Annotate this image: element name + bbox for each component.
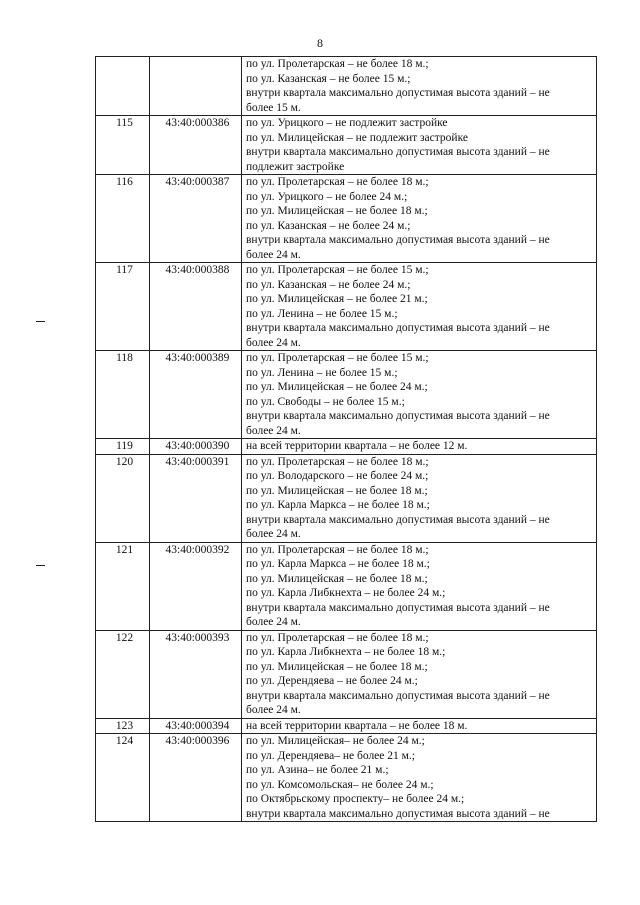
cadastral-number: 43:40:000389 — [150, 351, 242, 439]
row-number: 116 — [96, 175, 150, 263]
margin-mark — [36, 565, 45, 566]
height-limit-line: по ул. Азина– не более 21 м.; — [246, 764, 389, 776]
row-number: 117 — [96, 263, 150, 351]
height-limit-line: по ул. Милицейская – не более 21 м.; — [246, 293, 428, 305]
height-limit-line: внутри квартала максимально допустимая высота зданий – не — [246, 513, 550, 526]
height-limit-line: по ул. Карла Либкнехта – не более 18 м.; — [246, 646, 446, 658]
height-limit-line: по ул. Пролетарская – не более 15 м.; — [246, 264, 429, 276]
height-limit-line: на всей территории квартала – не более 12 м. — [246, 440, 468, 452]
height-limit-line: более 24 м. — [246, 336, 301, 349]
cadastral-number: 43:40:000391 — [150, 454, 242, 542]
height-limit-line: более 24 м. — [246, 248, 301, 261]
height-limits-cell — [242, 542, 597, 630]
height-limits-cell — [242, 734, 597, 822]
row-number: 119 — [96, 439, 150, 455]
height-limit-line: по ул. Милицейская – не более 18 м.; — [246, 484, 428, 497]
height-limit-line: по ул. Ленина – не более 15 м.; — [246, 366, 398, 379]
cadastral-number: 43:40:000388 — [150, 263, 242, 351]
table-row — [96, 439, 597, 455]
height-limits-cell — [242, 351, 597, 439]
height-limit-line: по Октябрьскому проспекту– не более 24 м.; — [246, 793, 465, 805]
table-row — [96, 351, 597, 439]
height-limit-line: по ул. Милицейская – не более 18 м.; — [246, 660, 428, 673]
height-limit-line: по ул. Карла Маркса – не более 18 м.; — [246, 499, 430, 511]
height-limit-line: по ул. Пролетарская – не более 18 м.; — [246, 631, 429, 644]
height-limit-line: по ул. Милицейская – не более 18 м.; — [246, 572, 428, 585]
table-row — [96, 734, 597, 822]
row-number: 124 — [96, 734, 150, 822]
height-limits-cell — [242, 263, 597, 351]
table-row — [96, 57, 597, 116]
height-limit-line: по ул. Дерендяева – не более 24 м.; — [246, 675, 418, 687]
height-limit-line: по ул. Пролетарская – не более 18 м.; — [246, 176, 429, 188]
table-row — [96, 718, 597, 734]
row-number: 120 — [96, 454, 150, 542]
height-limit-line: по ул. Милицейская – не более 18 м.; — [246, 205, 428, 217]
height-limit-line: внутри квартала максимально допустимая высота зданий – не — [246, 601, 550, 614]
height-limit-line: по ул. Дерендяева– не более 21 м.; — [246, 749, 415, 762]
height-limit-line: по ул. Милицейская– не более 24 м.; — [246, 735, 425, 747]
table-row — [96, 542, 597, 630]
height-limit-line: по ул. Карла Маркса – не более 18 м.; — [246, 558, 430, 570]
height-limit-line: внутри квартала максимально допустимая высота зданий – не — [246, 807, 550, 820]
height-limit-line: внутри квартала максимально допустимая высота зданий – не — [246, 322, 550, 334]
height-limit-line: более 24 м. — [246, 704, 301, 716]
height-limits-cell — [242, 175, 597, 263]
height-limit-line: более 24 м. — [246, 424, 301, 437]
margin-mark — [36, 321, 45, 322]
table-row — [96, 175, 597, 263]
cadastral-number: 43:40:000390 — [150, 439, 242, 455]
height-limit-line: по ул. Милицейская – не подлежит застройке — [246, 131, 468, 144]
height-limits-cell — [242, 718, 597, 734]
height-limit-line: более 15 м. — [246, 101, 301, 114]
height-limit-line: на всей территории квартала – не более 18 м. — [246, 719, 468, 732]
cadastral-number: 43:40:000393 — [150, 630, 242, 718]
height-limit-line: по ул. Свободы – не более 15 м.; — [246, 395, 405, 408]
height-limit-line: по ул. Пролетарская – не более 18 м.; — [246, 58, 429, 70]
row-number: 122 — [96, 630, 150, 718]
height-limit-line: по ул. Пролетарская – не более 18 м.; — [246, 543, 429, 556]
row-number: 123 — [96, 718, 150, 734]
height-limit-line: по ул. Казанская – не более 24 м.; — [246, 219, 411, 232]
height-limits-cell — [242, 57, 597, 116]
regulations-table — [95, 56, 597, 822]
cadastral-number: 43:40:000387 — [150, 175, 242, 263]
height-limit-line: по ул. Милицейская – не более 24 м.; — [246, 381, 428, 393]
height-limit-line: внутри квартала максимально допустимая высота зданий – не — [246, 87, 550, 99]
row-number — [96, 57, 150, 116]
row-number: 121 — [96, 542, 150, 630]
page-number: 8 — [317, 36, 323, 50]
row-number: 115 — [96, 116, 150, 175]
height-limit-line: по ул. Урицкого – не подлежит застройке — [246, 117, 448, 129]
height-limit-line: по ул. Казанская – не более 24 м.; — [246, 278, 411, 291]
height-limit-line: подлежит застройке — [246, 160, 345, 173]
height-limit-line: более 24 м. — [246, 528, 301, 540]
table-row — [96, 454, 597, 542]
height-limits-cell — [242, 630, 597, 718]
cadastral-number: 43:40:000386 — [150, 116, 242, 175]
height-limit-line: более 24 м. — [246, 616, 301, 628]
table-row — [96, 116, 597, 175]
height-limit-line: внутри квартала максимально допустимая высота зданий – не — [246, 234, 550, 246]
cadastral-number: 43:40:000396 — [150, 734, 242, 822]
table-body — [96, 57, 597, 822]
height-limit-line: по ул. Пролетарская – не более 18 м.; — [246, 455, 429, 468]
height-limit-line: внутри квартала максимально допустимая высота зданий – не — [246, 410, 550, 422]
height-limit-line: по ул. Комсомольская– не более 24 м.; — [246, 778, 434, 791]
row-number: 118 — [96, 351, 150, 439]
height-limit-line: по ул. Казанская – не более 15 м.; — [246, 72, 411, 85]
height-limits-cell — [242, 116, 597, 175]
cadastral-number: 43:40:000394 — [150, 718, 242, 734]
height-limits-cell — [242, 439, 597, 455]
height-limit-line: по ул. Урицкого – не более 24 м.; — [246, 190, 408, 203]
table-row — [96, 630, 597, 718]
height-limit-line: по ул. Володарского – не более 24 м.; — [246, 470, 429, 482]
height-limits-cell — [242, 454, 597, 542]
cadastral-number — [150, 57, 242, 116]
height-limit-line: по ул. Карла Либкнехта – не более 24 м.; — [246, 587, 446, 599]
height-limit-line: по ул. Ленина – не более 15 м.; — [246, 307, 398, 320]
height-limit-line: внутри квартала максимально допустимая высота зданий – не — [246, 689, 550, 702]
height-limit-line: по ул. Пролетарская – не более 15 м.; — [246, 352, 429, 364]
table-row — [96, 263, 597, 351]
cadastral-number: 43:40:000392 — [150, 542, 242, 630]
height-limit-line: внутри квартала максимально допустимая высота зданий – не — [246, 146, 550, 158]
